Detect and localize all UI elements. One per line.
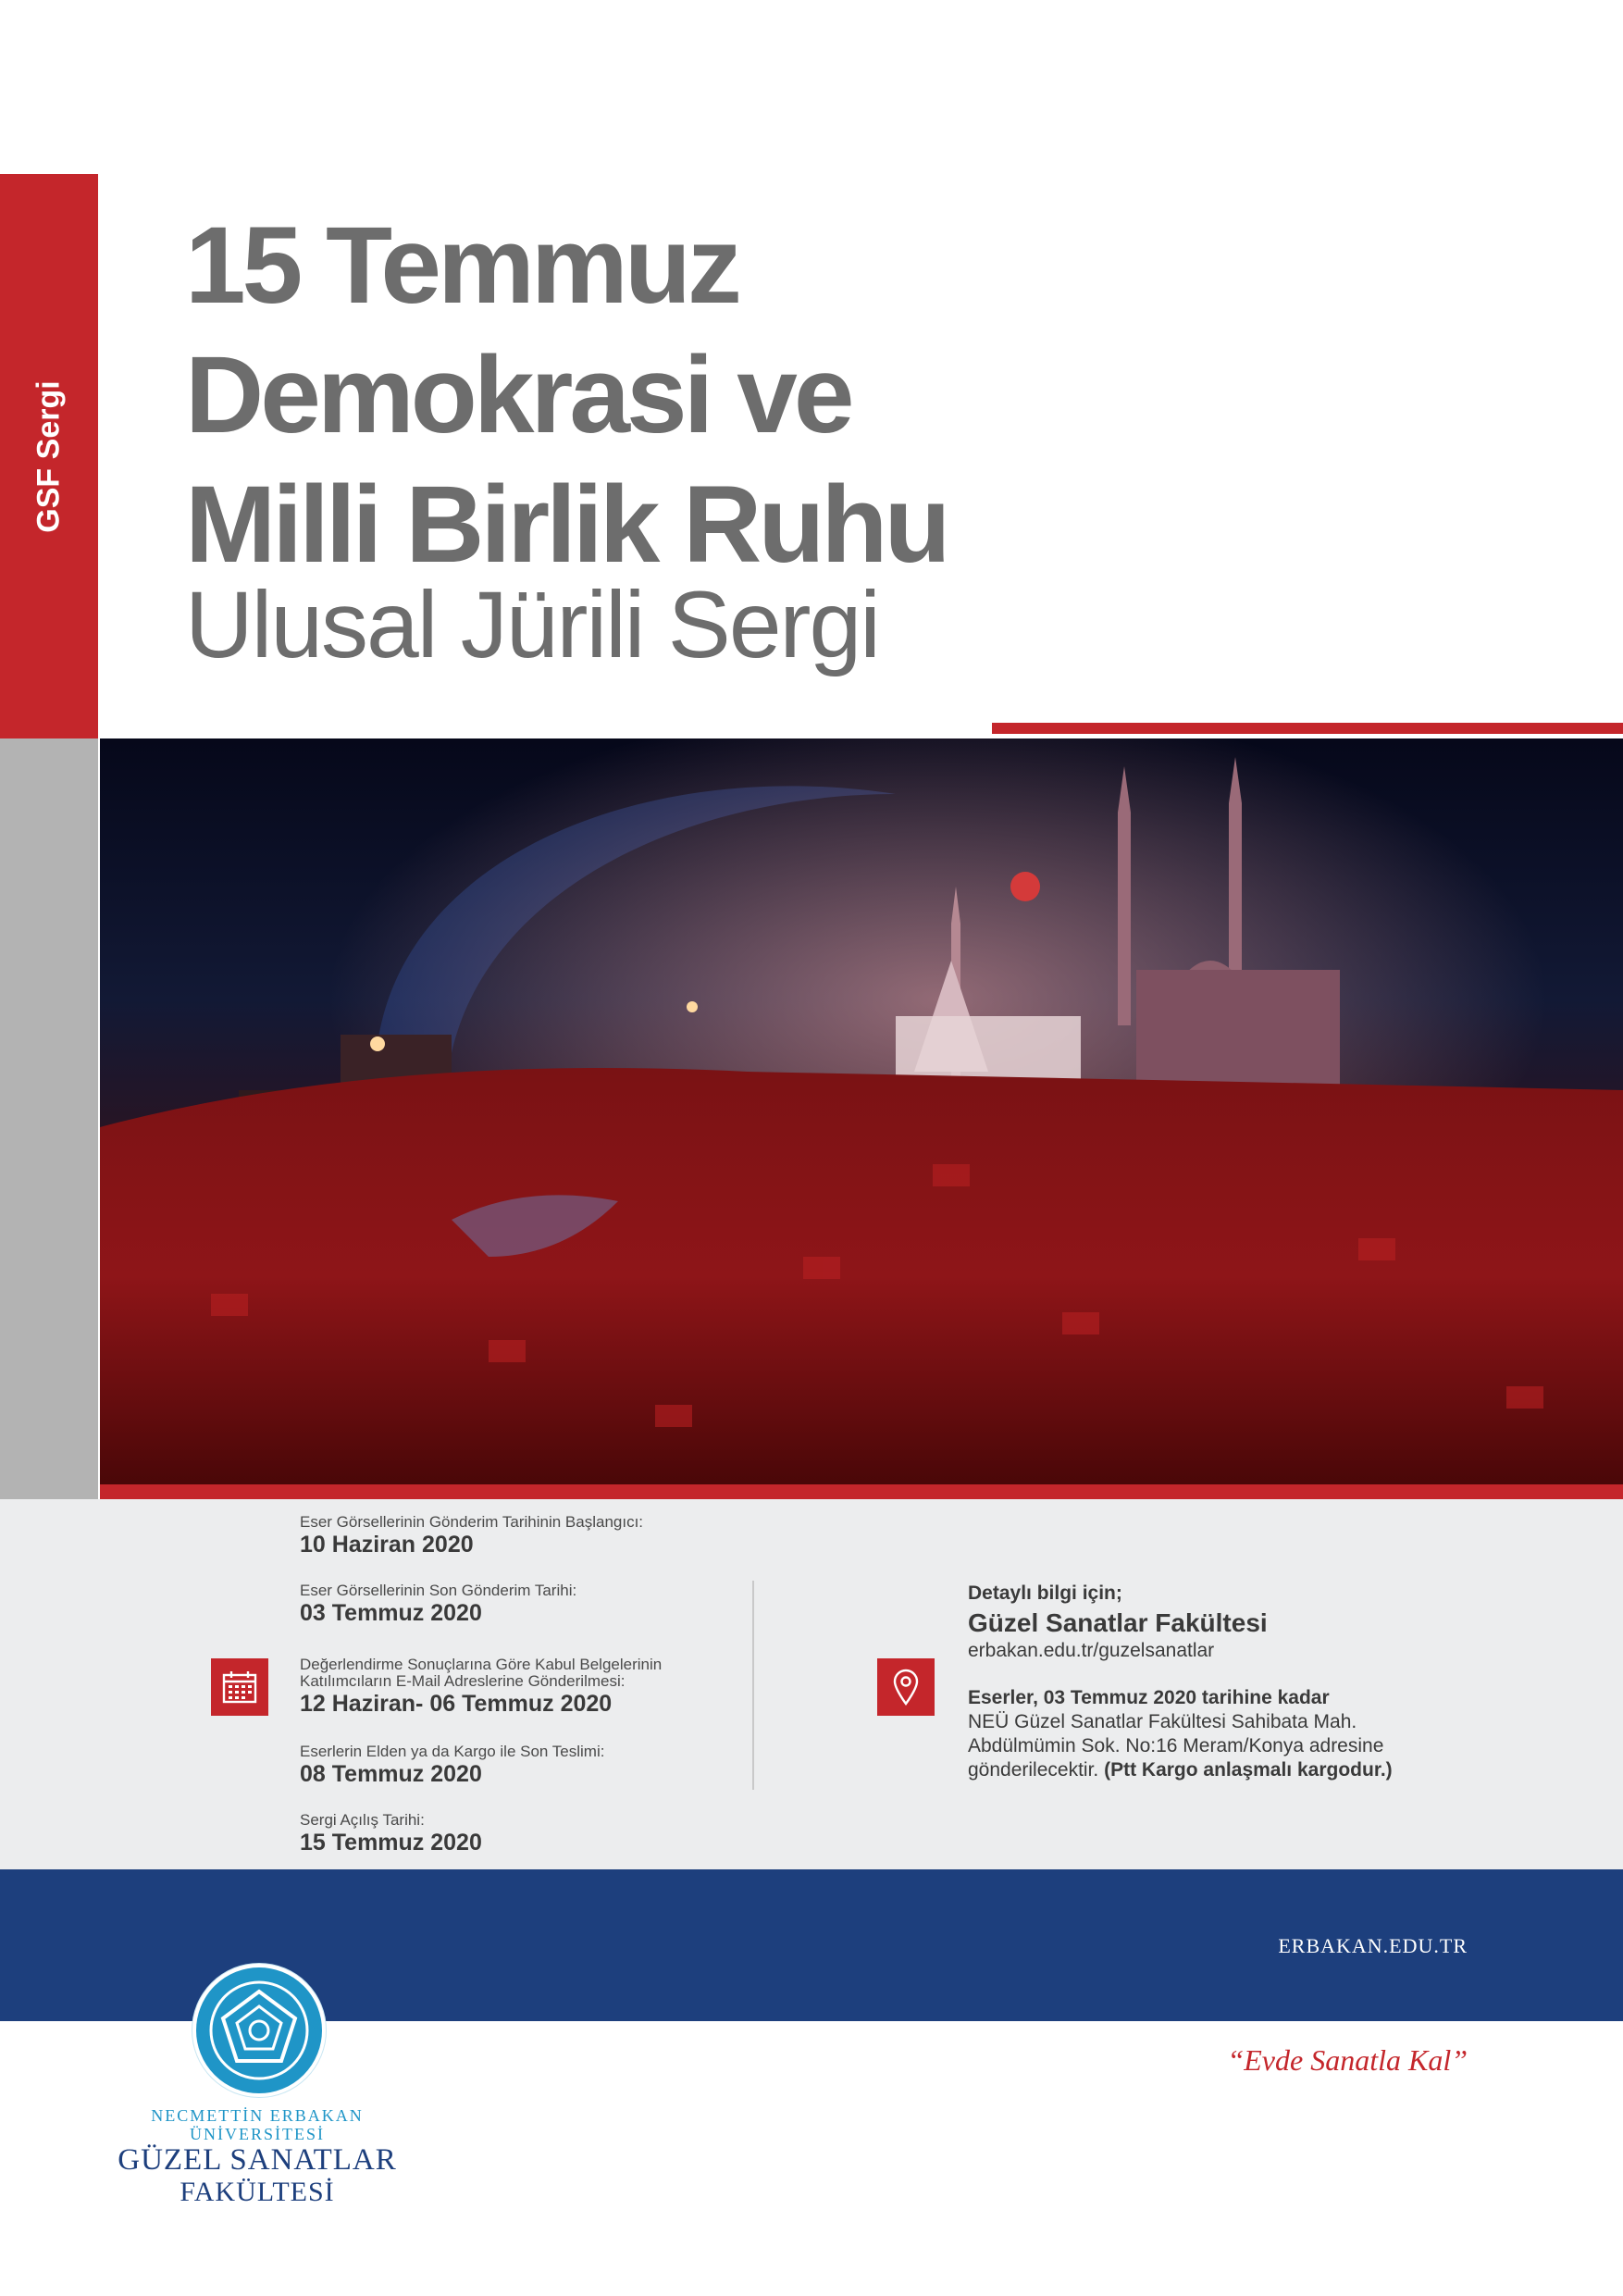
title-line-1: 15 Temmuz — [185, 205, 738, 327]
hero-photo — [100, 738, 1623, 1484]
address-note: (Ptt Kargo anlaşmalı kargodur.) — [1104, 1759, 1393, 1781]
schedule-value-1: 10 Haziran 2020 — [300, 1532, 474, 1558]
schedule-label-2: Eser Görsellerinin Son Gönderim Tarihi: — [300, 1582, 577, 1599]
contact-web[interactable]: erbakan.edu.tr/guzelsanatlar — [968, 1640, 1215, 1661]
schedule-label-3b: Katılımcıların E-Mail Adreslerine Gönderilmesi: — [300, 1672, 626, 1690]
schedule-label-1: Eser Görsellerinin Gönderim Tarihinin Başlangıcı: — [300, 1513, 644, 1531]
faculty-name-line-1: GÜZEL SANATLAR — [118, 2143, 397, 2177]
contact-deadline: Eserler, 03 Temmuz 2020 tarihine kadar — [968, 1687, 1330, 1708]
faculty-name-line-2: FAKÜLTESİ — [180, 2177, 335, 2207]
calendar-icon — [211, 1658, 268, 1716]
schedule-label-3a: Değerlendirme Sonuçlarına Göre Kabul Belgelerinin — [300, 1656, 663, 1673]
address-line-3 — [968, 1759, 1393, 1781]
side-label: GSF Sergi — [31, 379, 67, 533]
slogan: “Evde Sanatla Kal” — [1227, 2043, 1468, 2077]
schedule-value-2: 03 Temmuz 2020 — [300, 1600, 482, 1626]
location-pin-icon — [877, 1658, 935, 1716]
contact-heading: Detaylı bilgi için; — [968, 1582, 1122, 1604]
side-label-box — [0, 174, 98, 738]
column-divider — [752, 1581, 754, 1790]
schedule-label-4: Eserlerin Elden ya da Kargo ile Son Teslimi: — [300, 1743, 605, 1760]
schedule-label-5: Sergi Açılış Tarihi: — [300, 1811, 425, 1829]
contact-org: Güzel Sanatlar Fakültesi — [968, 1608, 1268, 1637]
site-url[interactable]: ERBAKAN.EDU.TR — [1278, 1934, 1468, 1957]
title-line-3: Milli Birlik Ruhu — [185, 464, 948, 586]
schedule-value-3: 12 Haziran- 06 Temmuz 2020 — [300, 1691, 613, 1717]
university-name-line-2: ÜNİVERSİTESİ — [190, 2125, 325, 2143]
side-grey-bar — [0, 738, 98, 1499]
accent-line — [992, 723, 1623, 734]
schedule-value-5: 15 Temmuz 2020 — [300, 1830, 482, 1855]
address-line-2: Abdülmümin Sok. No:16 Meram/Konya adresine — [968, 1735, 1384, 1756]
university-name-line-1: NECMETTİN ERBAKAN — [151, 2106, 364, 2125]
university-logo-icon — [192, 1964, 326, 2097]
title-line-2: Demokrasi ve — [185, 334, 851, 456]
schedule-value-4: 08 Temmuz 2020 — [300, 1761, 482, 1787]
address-line-1: NEÜ Güzel Sanatlar Fakültesi Sahibata Mah. — [968, 1711, 1357, 1732]
address-line-3-text: gönderilecektir. — [968, 1759, 1099, 1781]
photo-accent-line — [100, 1484, 1623, 1499]
subtitle: Ulusal Jürili Sergi — [185, 572, 879, 677]
